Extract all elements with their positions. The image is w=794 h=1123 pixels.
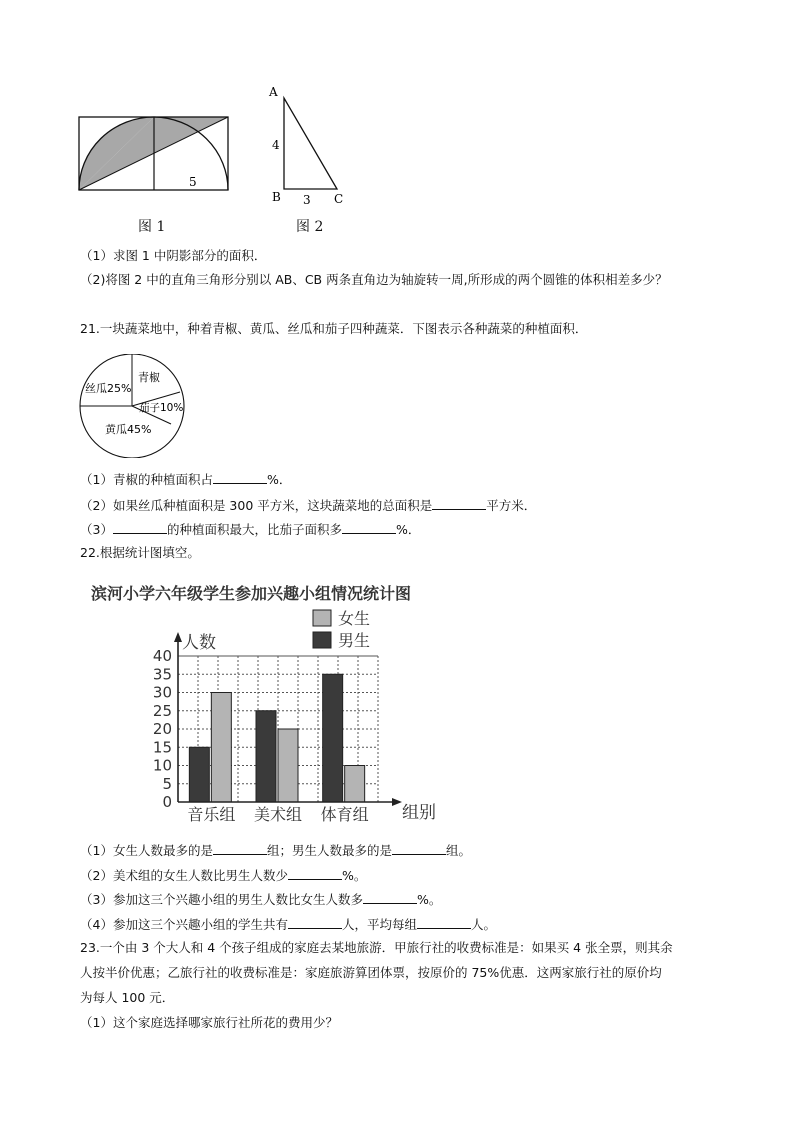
answer-blank[interactable]	[288, 916, 342, 929]
q21-sub1: （1）青椒的种植面积占 %．	[80, 472, 292, 487]
legend-label: 男生	[338, 631, 371, 650]
answer-blank[interactable]	[213, 842, 267, 855]
bar-girls	[345, 766, 365, 803]
q22-bar-chart	[86, 578, 486, 832]
y-tick-label: 0	[162, 793, 172, 811]
fig1-caption: 图 1	[138, 219, 166, 235]
legend-label: 女生	[338, 609, 371, 628]
q21-stem: 21.一块蔬菜地中，种着青椒、黄瓜、丝瓜和茄子四种蔬菜．下图表示各种蔬菜的种植面积．	[80, 321, 588, 336]
y-tick-label: 10	[152, 756, 172, 775]
x-tick-label: 体育组	[320, 805, 369, 824]
y-tick-label: 35	[152, 665, 172, 684]
x-tick-label: 美术组	[253, 805, 303, 824]
pie-label-loofah: 丝瓜25%	[85, 382, 132, 395]
answer-blank[interactable]	[417, 916, 471, 929]
q21-sub3: （3） 的种植面积最大，比茄子面积多 %．	[80, 522, 421, 537]
y-axis-label: 人数	[182, 633, 216, 653]
x-tick-label: 音乐组	[187, 805, 236, 824]
pie-label-pepper: 青椒	[138, 371, 160, 384]
q23-line1: 23.一个由 3 个大人和 4 个孩子组成的家庭去某地旅游．甲旅行社的收费标准是：如果买 4 张全票，则其余	[80, 940, 673, 955]
bar-boys	[256, 711, 276, 802]
fig2-side-ab: 4	[272, 138, 280, 152]
q22-sub3: （3）参加这三个兴趣小组的男生人数比女生人数多 %。	[80, 892, 442, 907]
y-tick-label: 40	[152, 647, 172, 665]
x-axis-arrow	[392, 798, 402, 806]
q23-line2: 人按半价优惠；乙旅行社的收费标准是：家庭旅游算团体票，按原价的 75%优惠．这两家旅行社的原价均	[80, 965, 662, 980]
q22-sub4: （4）参加这三个兴趣小组的学生共有 人，平均每组 人。	[80, 917, 496, 932]
q20-sub2: （2)将图 2 中的直角三角形分别以 AB、CB 两条直角边为轴旋转一周,所形成的两个圆锥的体积相差多少？	[80, 272, 668, 287]
legend-swatch	[313, 632, 331, 648]
answer-blank[interactable]	[363, 891, 417, 904]
y-tick-label: 15	[152, 738, 172, 757]
answer-blank[interactable]	[432, 497, 486, 510]
pie-label-eggplant: 茄子10%	[139, 402, 184, 414]
bar-girls	[211, 693, 231, 803]
chart-title: 滨河小学六年级学生参加兴趣小组情况统计图	[91, 584, 412, 603]
q22-sub1: （1）女生人数最多的是 组；男生人数最多的是 组。	[80, 843, 471, 858]
fig2-side-bc: 3	[303, 193, 311, 207]
bar-girls	[278, 729, 298, 802]
bar-boys	[323, 674, 343, 802]
q22-sub2: （2）美术组的女生人数比男生人数少 %。	[80, 868, 367, 883]
q20-sub1: （1）求图 1 中阴影部分的面积．	[80, 248, 267, 263]
fig2-caption: 图 2	[296, 219, 324, 235]
answer-blank[interactable]	[288, 867, 342, 880]
legend-swatch	[313, 610, 331, 626]
figure-1	[76, 112, 236, 197]
answer-blank[interactable]	[213, 471, 267, 484]
answer-blank[interactable]	[342, 521, 396, 534]
pie-label-cucumber: 黄瓜45%	[105, 423, 152, 436]
q23-line3: 为每人 100 元．	[80, 990, 175, 1005]
q23-sub1: （1）这个家庭选择哪家旅行社所花的费用少？	[80, 1015, 338, 1030]
fig2-vertex-c: C	[334, 192, 344, 206]
x-axis-label: 组别	[402, 803, 436, 823]
y-tick-label: 25	[152, 701, 172, 720]
q22-stem: 22.根据统计图填空。	[80, 545, 200, 560]
fig2-vertex-b: B	[272, 190, 281, 204]
q21-sub2: （2）如果丝瓜种植面积是 300 平方米，这块蔬菜地的总面积是 平方米．	[80, 498, 537, 513]
y-axis-arrow	[174, 632, 182, 642]
figure-2	[266, 84, 350, 208]
fig2-vertex-a: A	[269, 85, 278, 99]
bar-boys	[189, 747, 209, 802]
answer-blank[interactable]	[392, 842, 446, 855]
y-tick-label: 20	[152, 720, 172, 738]
y-tick-label: 5	[162, 774, 172, 793]
answer-blank[interactable]	[113, 521, 167, 534]
fig1-label-5: 5	[189, 175, 197, 189]
q21-pie-chart	[76, 354, 188, 458]
y-tick-label: 30	[152, 683, 172, 702]
